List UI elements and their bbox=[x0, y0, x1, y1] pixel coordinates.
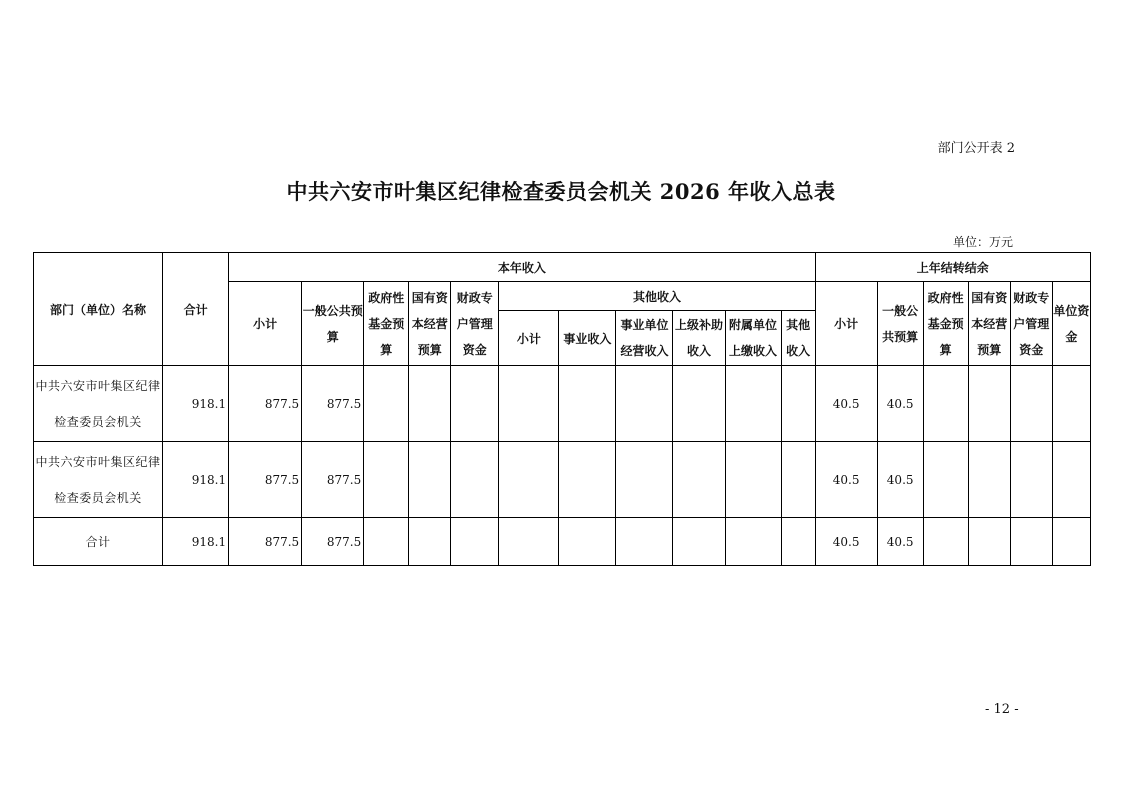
row-subtotal: 877.5 bbox=[229, 442, 302, 518]
row-prev-subtotal: 40.5 bbox=[815, 366, 877, 442]
header-business-unit-operating: 事业单位经营收入 bbox=[616, 311, 673, 366]
header-prev-subtotal: 小计 bbox=[815, 282, 877, 366]
header-current-year: 本年收入 bbox=[229, 253, 815, 282]
table-row bbox=[34, 442, 1091, 518]
header-dept-name: 部门（单位）名称 bbox=[34, 253, 163, 366]
header-fiscal-account: 财政专户管理资金 bbox=[451, 282, 499, 366]
header-prev-state-capital: 国有资本经营预算 bbox=[968, 282, 1010, 366]
header-other-income: 其他收入 bbox=[499, 282, 815, 311]
row-prev-general-budget: 40.5 bbox=[877, 518, 923, 566]
header-prev-fiscal-account: 财政专户管理资金 bbox=[1010, 282, 1052, 366]
header-state-capital: 国有资本经营预算 bbox=[409, 282, 451, 366]
header-gov-fund: 政府性基金预算 bbox=[364, 282, 409, 366]
table-number: 部门公开表 2 bbox=[937, 141, 1015, 156]
page-number: - 12 - bbox=[985, 702, 1019, 717]
table-row bbox=[34, 366, 1091, 442]
unit-label: 单位：万元 bbox=[952, 235, 1013, 249]
row-prev-general-budget: 40.5 bbox=[877, 366, 923, 442]
header-subtotal: 小计 bbox=[229, 282, 302, 366]
row-total: 918.1 bbox=[163, 366, 229, 442]
row-prev-subtotal: 40.5 bbox=[815, 518, 877, 566]
row-total: 918.1 bbox=[163, 518, 229, 566]
header-row-1 bbox=[34, 253, 1091, 282]
header-business-income: 事业收入 bbox=[559, 311, 616, 366]
row-name: 中共六安市叶集区纪律检查委员会机关 bbox=[34, 442, 163, 518]
row-total: 918.1 bbox=[163, 442, 229, 518]
header-general-budget: 一般公共预算 bbox=[302, 282, 364, 366]
row-subtotal: 877.5 bbox=[229, 366, 302, 442]
header-affiliate-remit: 附属单位上缴收入 bbox=[725, 311, 781, 366]
header-total: 合计 bbox=[163, 253, 229, 366]
header-other: 其他收入 bbox=[781, 311, 815, 366]
row-prev-general-budget: 40.5 bbox=[877, 442, 923, 518]
header-prev-gov-fund: 政府性基金预算 bbox=[923, 282, 968, 366]
row-prev-subtotal: 40.5 bbox=[815, 442, 877, 518]
header-superior-subsidy: 上级补助收入 bbox=[673, 311, 725, 366]
header-prev-year: 上年结转结余 bbox=[815, 253, 1090, 282]
page-title: 中共六安市叶集区纪律检查委员会机关 2026 年收入总表 bbox=[286, 179, 836, 204]
row-general-budget: 877.5 bbox=[302, 366, 364, 442]
row-general-budget: 877.5 bbox=[302, 518, 364, 566]
header-other-subtotal: 小计 bbox=[499, 311, 559, 366]
table-row-total bbox=[34, 518, 1091, 566]
income-summary-table bbox=[33, 252, 1091, 566]
row-subtotal: 877.5 bbox=[229, 518, 302, 566]
row-name: 合计 bbox=[34, 518, 163, 566]
header-prev-unit-funds: 单位资金 bbox=[1052, 282, 1090, 366]
row-name: 中共六安市叶集区纪律检查委员会机关 bbox=[34, 366, 163, 442]
row-general-budget: 877.5 bbox=[302, 442, 364, 518]
header-prev-general-budget: 一般公共预算 bbox=[877, 282, 923, 366]
